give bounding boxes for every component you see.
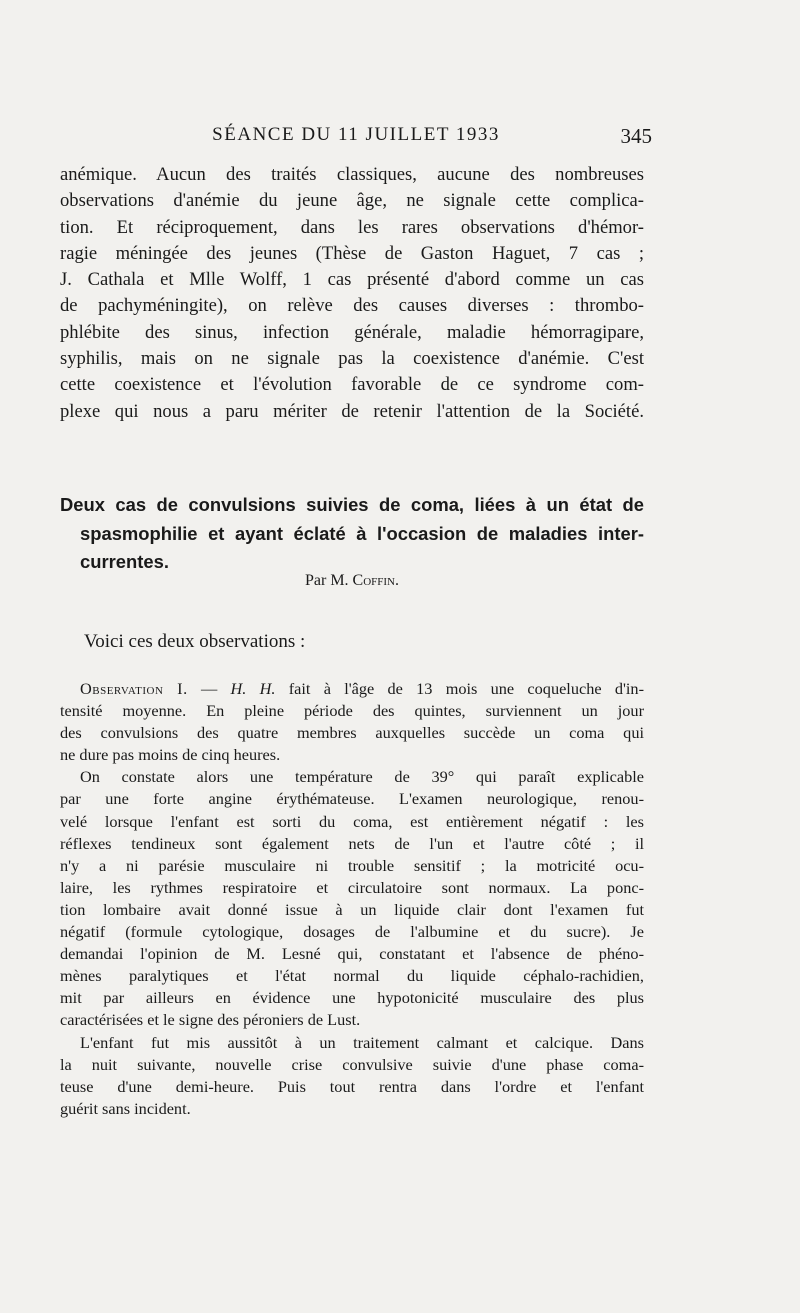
text-line: J. Cathala et Mlle Wolff, 1 cas présenté d'abord comme un cas: [60, 269, 644, 291]
first-line-text: fait à l'âge de 13 mois une coqueluche d'in-: [275, 679, 644, 698]
text-line: cette coexistence et l'évolution favorable de ce syndrome com-: [60, 374, 644, 396]
text-line: mènes paralytiques et l'état normal du liquide céphalo-rachidien,: [60, 966, 644, 986]
text-line: la nuit suivante, nouvelle crise convulsive suivie d'une phase coma-: [60, 1054, 644, 1074]
text-line: teuse d'une demi-heure. Puis tout rentra dans l'ordre et l'enfant: [60, 1076, 644, 1096]
text-line: par une forte angine érythémateuse. L'examen neurologique, renou-: [60, 789, 644, 809]
text-line: phlébite des sinus, infection générale, maladie hémorragipare,: [60, 321, 644, 343]
observation-label: Observation I.: [80, 679, 188, 698]
text-line: tion. Et réciproquement, dans les rares observations d'hémor-: [60, 216, 644, 238]
text-line: demandai l'opinion de M. Lesné qui, constatant et l'absence de phéno-: [60, 944, 644, 964]
text-line: réflexes tendineux sont également nets de l'un et l'autre côté ; il: [60, 833, 644, 853]
text-line: velé lorsque l'enfant est sorti du coma, est entièrement négatif : les: [60, 811, 644, 831]
running-title: SÉANCE DU 11 JUILLET 1933: [212, 124, 500, 145]
paragraph-continued: [60, 162, 644, 425]
text-line: anémique. Aucun des traités classiques, aucune des nombreuses: [60, 164, 644, 185]
text-line: L'enfant fut mis aussitôt à un traitement calmant et calcique. Dans: [80, 1032, 644, 1052]
patient-initials: H. H.: [230, 679, 276, 698]
text-line: ragie méningée des jeunes (Thèse de Gaston Haguet, 7 cas ;: [60, 242, 644, 264]
intro-line: Voici ces deux observations :: [84, 631, 306, 652]
text-line: syphilis, mais on ne signale pas la coexistence d'anémie. C'est: [60, 348, 644, 370]
title-line: Deux cas de convulsions suivies de coma, liées à un état de: [60, 494, 644, 515]
dash: —: [187, 679, 231, 698]
byline: [60, 572, 644, 590]
title-line: spasmophilie et ayant éclaté à l'occasion de maladies inter-: [80, 522, 644, 544]
observation-first-line: [60, 678, 644, 700]
text-line: guérit sans incident.: [60, 1098, 191, 1118]
title-line: currentes.: [80, 551, 169, 572]
byline-prefix: Par M.: [304, 572, 349, 589]
text-line: caractérisées et le signe des péroniers de Lust.: [60, 1010, 361, 1030]
text-line: observations d'anémie du jeune âge, ne signale cette complica-: [60, 190, 644, 212]
text-line: négatif (formule cytologique, dosages de l'albumine et du sucre). Je: [60, 922, 644, 942]
byline-author: Coffin.: [352, 572, 400, 589]
page-number: 345: [620, 124, 652, 148]
text-line: mit par ailleurs en évidence une hypotonicité musculaire des plus: [60, 988, 644, 1008]
text-line: laire, les rythmes respiratoire et circulatoire sont normaux. La ponc-: [60, 877, 644, 897]
observation-text: [60, 678, 644, 1120]
text-line: de pachyméningite), on relève des causes diverses : thrombo-: [60, 295, 644, 317]
text-line: n'y a ni parésie musculaire ni trouble sensitif ; la motricité ocu-: [60, 855, 644, 875]
article-title: [60, 491, 644, 577]
text-line: ne dure pas moins de cinq heures.: [60, 745, 281, 765]
text-line: tensité moyenne. En pleine période des quintes, surviennent un jour: [60, 701, 644, 721]
text-line: plexe qui nous a paru mériter de retenir l'attention de la Société.: [60, 400, 644, 422]
text-line: On constate alors une température de 39° qui paraît explicable: [80, 767, 644, 787]
text-line: tion lombaire avait donné issue à un liquide clair dont l'examen fut: [60, 899, 644, 919]
text-line: des convulsions des quatre membres auxquelles succède un coma qui: [60, 723, 644, 743]
running-head: [60, 124, 652, 152]
